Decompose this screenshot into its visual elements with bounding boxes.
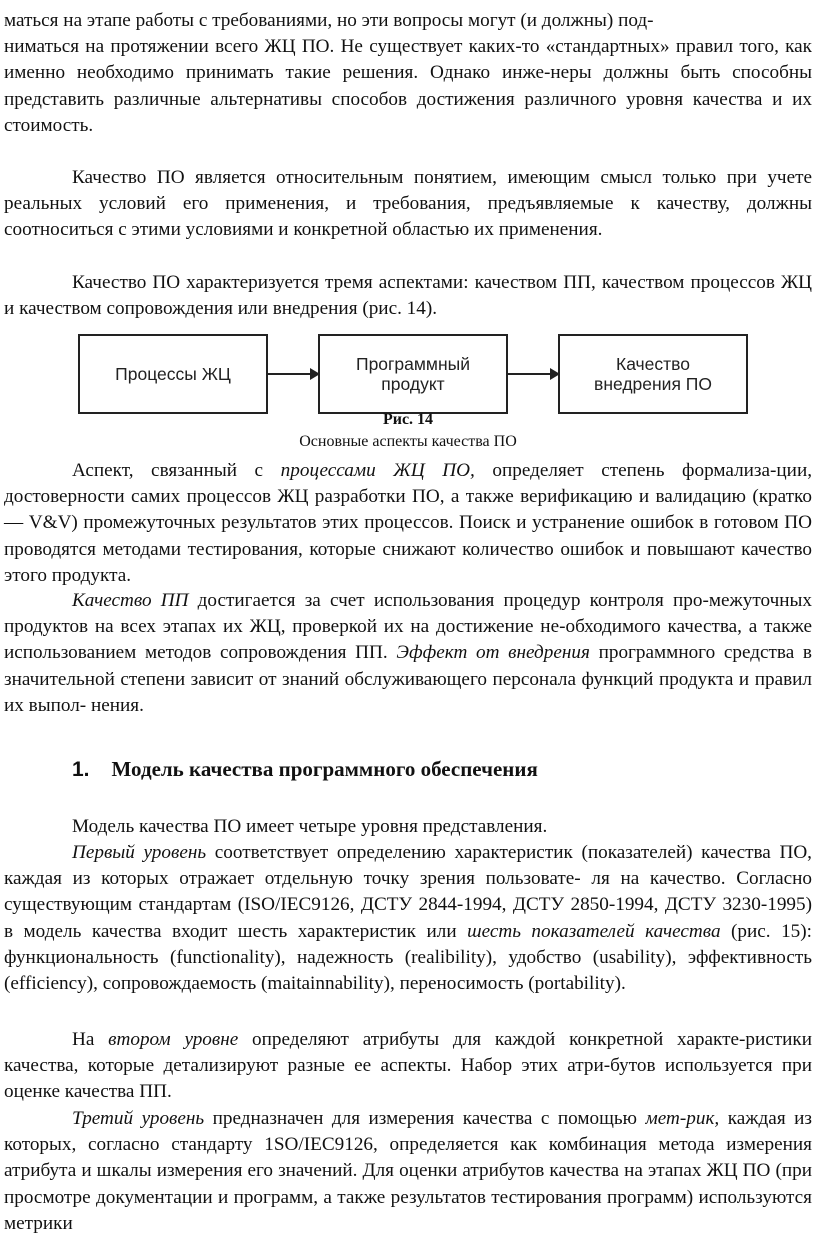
p5-italic: Качество ПП (72, 590, 189, 611)
paragraph-8 (4, 1027, 812, 1106)
p4-text-b: определяет степень формализа-ции, достоверности самих процессов ЖЦ разработки ПО, а также верификацию и валидацию (кратко — V&V) промежуточных результатов этих процессов. Поиск и устранение ошибок в готовом ПО проводятся методами тестирования, которые снижают количество ошибок и повышают качество этого продукта. (4, 460, 813, 586)
p5-italic-2: Эффект от внедрения (396, 642, 590, 664)
p5-text-b: программного средства в значительной степени зависит от знаний обслуживающего персонала функций продукта и правил их выпол- нения. (4, 642, 812, 716)
box-processes-label: Процессы ЖЦ (115, 364, 231, 384)
p5-text-a: достигается за счет использования процедур контроля про-межуточных продуктов на всех этапах их ЖЦ, проверкой их на достижение не-обходимого качества, а также использованием методов сопровождения ПП. (4, 590, 812, 664)
figure-caption: Основные аспекты качества ПО (299, 433, 517, 450)
section-number: 1. (72, 758, 90, 781)
box-implementation-line2: внедрения ПО (594, 374, 712, 394)
p8-text-b: определяют атрибуты для каждой конкретной характе-ристики качества, которые детализируют разные ее аспекты. Набор этих атри-бутов используется при оценке качества ПП. (4, 1029, 813, 1103)
figure-14-diagram (0, 334, 816, 416)
paragraph-4 (4, 458, 812, 589)
paragraph-2: Качество ПО является относительным понятием, имеющим смысл только при учете реальных условий его применения, и требования, предъявляемые к качеству, должны соотноситься с этими условиями и конкретной областью их применения. (4, 167, 812, 241)
p9-italic: Третий уровень (72, 1108, 205, 1129)
p8-italic: втором уровне (108, 1029, 239, 1050)
figure-number: Рис. 14 (382, 411, 434, 428)
p4-text-a: Аспект, связанный с (72, 460, 281, 481)
p9-text-a: предназначен для измерения качества с помощью (204, 1108, 646, 1129)
p7-italic-2: шесть показателей качества (467, 920, 721, 942)
p7-text-a: соответствует определению характеристик (показателей) качества ПО, каждая из которых отражает отдельную точку зрения пользовате- ля на качество. Согласно существующим стандартам (ISO/IEC9126, ДСТУ 2844-1994, ДСТУ 2850-1994, ДСТУ 3230-1995) в модель качества входит шесть характеристик или (4, 842, 812, 942)
box-implementation-label (594, 354, 712, 394)
box-product-line2: продукт (381, 374, 445, 394)
paragraph-3: Качество ПО характеризуется тремя аспектами: качеством ПП, качеством процессов ЖЦ и качеством сопровождения или внедрения (рис. 14). (4, 272, 812, 320)
paragraph-6: Модель качества ПО имеет четыре уровня представления. (72, 816, 548, 837)
paragraph-9 (4, 1106, 812, 1237)
p9-italic-2: мет-рик, (645, 1108, 720, 1129)
box-processes (78, 334, 268, 414)
box-product (318, 334, 508, 414)
box-product-line1: Программный (356, 354, 470, 374)
paragraph-5 (4, 588, 812, 719)
p7-text-b: (рис. 15): функциональность (functionality), надежность (realibility), удобство (usability), эффективность (efficiency), сопровождаемость (maitainnability), переносимость (portability). (4, 920, 812, 995)
paragraph-7 (4, 840, 812, 997)
box-product-label (356, 354, 470, 394)
paragraph-1: маться на этапе работы с требованиями, но эти вопросы могут (и должны) под- ниматься на протяжении всего ЖЦ ПО. Не существует каких-то «стандартных» правил того, как именно необходимо принимать такие решения. Однако инже-неры должны быть способны представить различные альтернативы способов достижения различного уровня качества и их стоимость. (4, 10, 812, 136)
section-title: Модель качества программного обеспечения (111, 757, 538, 781)
box-implementation-line1: Качество (616, 354, 690, 374)
p4-italic: процессами ЖЦ ПО, (280, 460, 475, 481)
p9-text-b: каждая из которых, согласно стандарту 1SO/IEC9126, определяется как комбинация метода измерения атрибута и шкалы измерения его значений. Для оценки атрибутов качества на этапах ЖЦ ПО (при просмотре документации и программ, а также результатов тестирования программ) используются метрики (4, 1108, 812, 1234)
p8-text-a: На (72, 1029, 109, 1050)
section-heading (72, 757, 538, 782)
arrow-right-icon (268, 373, 318, 375)
arrow-right-icon (508, 373, 558, 375)
box-implementation-quality (558, 334, 748, 414)
p7-italic: Первый уровень (72, 842, 207, 863)
